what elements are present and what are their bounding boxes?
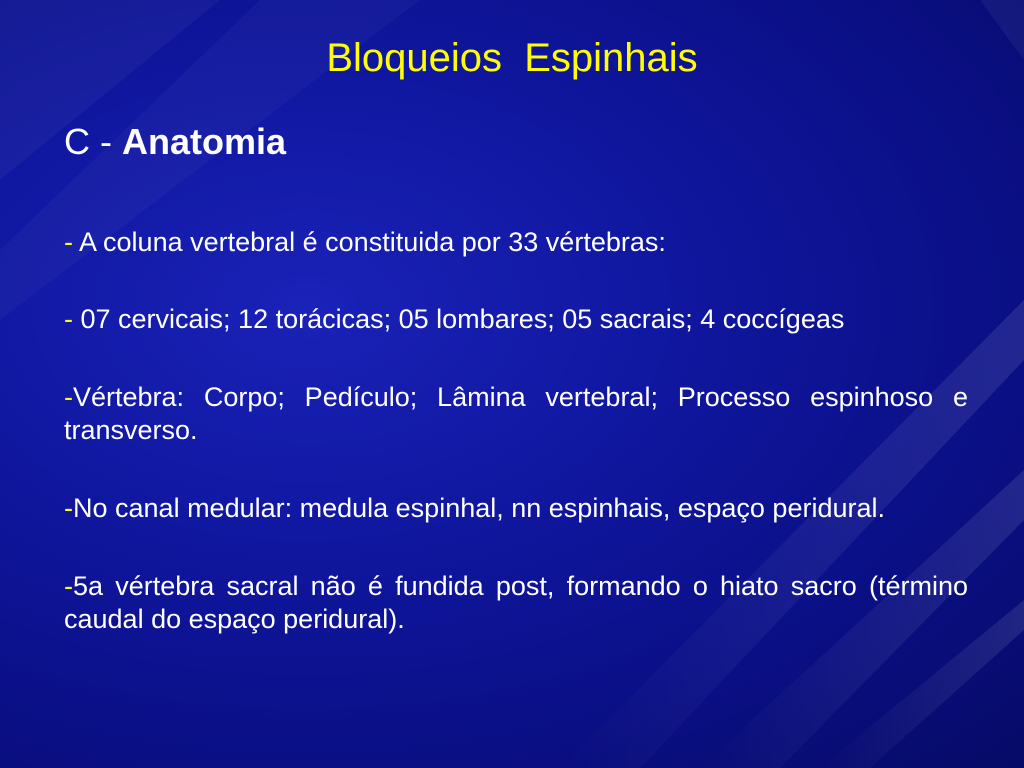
bullet-text: 5a vértebra sacral não é fundida post, formando o hiato sacro (término caudal do espaço peridural).: [64, 571, 968, 634]
bullet-item: [64, 381, 968, 447]
slide-title: Bloqueios Espinhais: [326, 36, 698, 80]
bullet-dash: -: [64, 304, 81, 334]
bullet-text: 07 cervicais; 12 torácicas; 05 lombares; 05 sacrais; 4 coccígeas: [80, 304, 845, 334]
bullet-text: Vértebra: Corpo; Pedículo; Lâmina vertebral; Processo espinhoso e transverso.: [64, 382, 968, 445]
bullet-text: A coluna vertebral é constituida por 33 vértebras:: [79, 227, 666, 257]
bullet-item: [64, 492, 968, 525]
bullet-text: No canal medular: medula espinhal, nn espinhais, espaço peridural.: [73, 493, 885, 523]
bullet-item: [64, 303, 968, 336]
bullet-dash: -: [64, 493, 73, 523]
bullet-item: [64, 570, 968, 636]
bullet-dash: -: [64, 382, 73, 412]
bullet-dash: -: [64, 227, 80, 257]
bullet-dash: -: [64, 571, 73, 601]
section-prefix: C -: [64, 121, 122, 162]
section-heading: [64, 120, 286, 164]
bullet-list: [64, 226, 968, 636]
section-title: Anatomia: [122, 121, 287, 162]
bullet-item: [64, 226, 968, 259]
